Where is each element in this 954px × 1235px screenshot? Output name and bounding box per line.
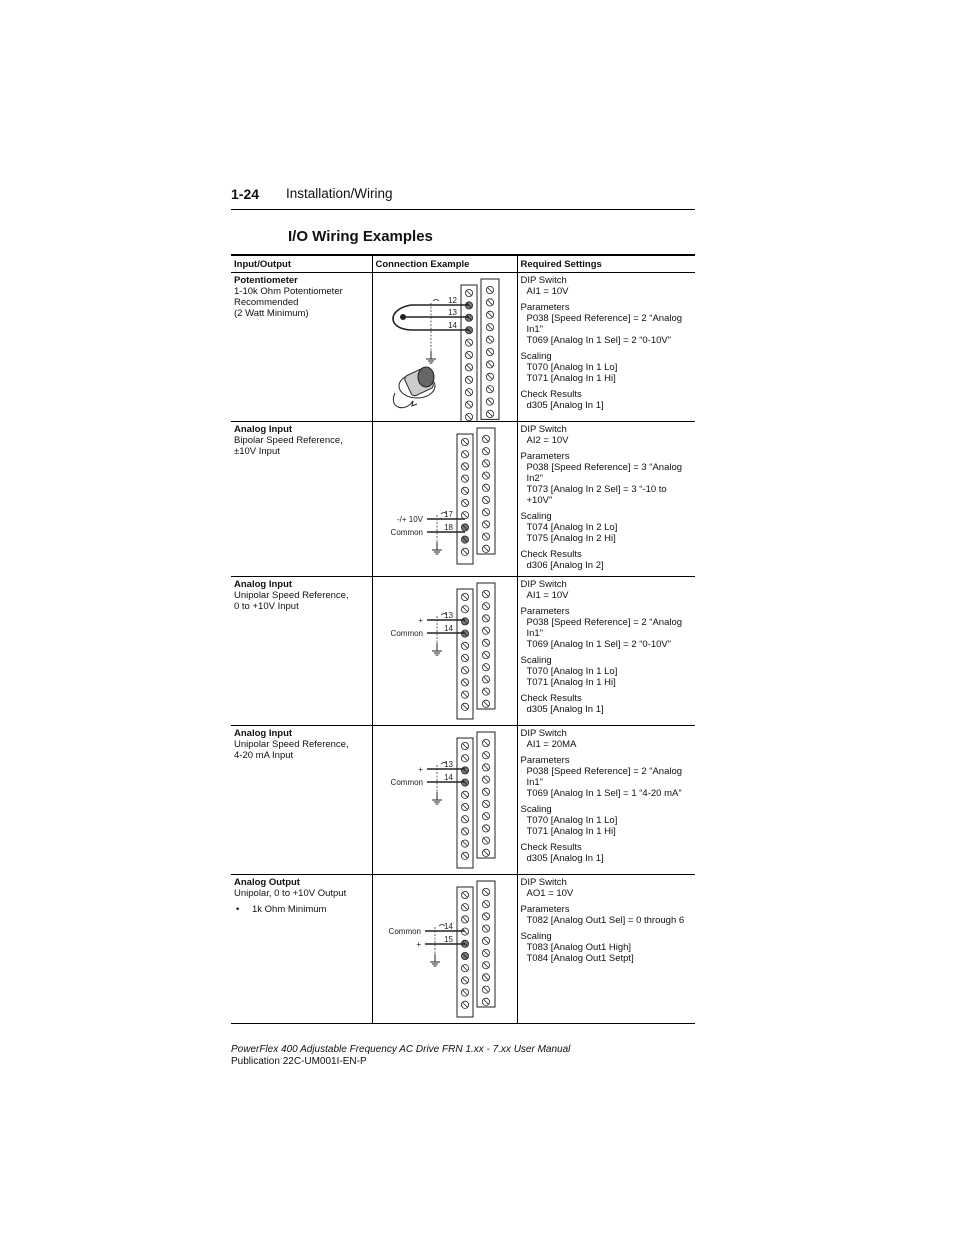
io-cell <box>231 273 372 422</box>
settings-item: AI1 = 20MA <box>526 739 577 750</box>
terminal-screw-icon <box>482 484 489 491</box>
terminal-screw-icon <box>461 803 468 810</box>
terminal-screw-icon <box>482 700 489 707</box>
settings-group <box>521 511 693 544</box>
settings-heading: Parameters <box>520 904 570 915</box>
settings-heading: DIP Switch <box>520 728 567 739</box>
terminal-screw-icon <box>482 949 489 956</box>
terminal-screw-icon <box>461 852 468 859</box>
terminal-screw-icon <box>461 904 468 911</box>
diagram-label: + <box>415 940 421 949</box>
connection-diagram-cell <box>372 577 517 726</box>
settings-item: d306 [Analog In 2] <box>526 560 604 571</box>
terminal-screw-icon <box>482 888 489 895</box>
settings-item: T074 [Analog In 2 Lo] <box>526 522 618 533</box>
connection-diagram-cell <box>372 726 517 875</box>
settings-group <box>521 606 693 650</box>
diagram-label: 14 <box>443 773 453 782</box>
settings-heading: DIP Switch <box>520 424 567 435</box>
diagram-label: Common <box>390 528 423 537</box>
settings-item: T070 [Analog In 1 Lo] <box>526 815 618 826</box>
terminal-screw-icon <box>461 487 468 494</box>
io-description-line: Recommended <box>234 297 299 308</box>
terminal-block <box>457 881 495 1017</box>
terminal-screw-icon <box>482 837 489 844</box>
diagram-label: 13 <box>447 308 457 317</box>
terminal-screw-icon <box>482 664 489 671</box>
settings-heading: DIP Switch <box>520 275 567 286</box>
terminal-screw-icon <box>461 840 468 847</box>
diagram-label: 15 <box>443 935 453 944</box>
terminal-screw-icon <box>465 339 472 346</box>
terminal-screw-icon <box>461 1001 468 1008</box>
terminal-screw-icon <box>482 448 489 455</box>
diagram-label: 12 <box>447 296 457 305</box>
settings-item: T083 [Analog Out1 High] <box>526 942 632 953</box>
terminal-screw-icon <box>482 590 489 597</box>
settings-group <box>521 655 693 688</box>
terminal-screw-icon <box>461 828 468 835</box>
settings-item: P038 [Speed Reference] = 2 “Analog In1” <box>526 617 683 639</box>
settings-heading: Check Results <box>520 842 582 853</box>
bullet-icon: • <box>236 904 240 915</box>
settings-group <box>521 389 693 411</box>
settings-item: T071 [Analog In 1 Hi] <box>526 826 616 837</box>
terminal-screw-icon <box>482 533 489 540</box>
settings-group <box>521 904 693 926</box>
terminal-screw-icon <box>461 755 468 762</box>
settings-item: T071 [Analog In 1 Hi] <box>526 373 616 384</box>
wired-terminal-icon <box>461 952 468 959</box>
diagram-label: + <box>417 616 423 625</box>
settings-item: T069 [Analog In 1 Sel] = 2 “0-10V” <box>526 335 671 346</box>
page-footer <box>231 1044 570 1068</box>
terminal-screw-icon <box>482 913 489 920</box>
settings-item: T082 [Analog Out1 Sel] = 0 through 6 <box>526 915 685 926</box>
terminal-screw-icon <box>461 463 468 470</box>
terminal-screw-icon <box>482 788 489 795</box>
settings-item: T069 [Analog In 1 Sel] = 1 “4-20 mA” <box>526 788 682 799</box>
settings-heading: Scaling <box>520 351 552 362</box>
io-description-line: 0 to +10V Input <box>234 601 299 612</box>
terminal-screw-icon <box>465 364 472 371</box>
io-description-line: Unipolar, 0 to +10V Output <box>234 888 347 899</box>
ground-icon <box>430 954 440 966</box>
terminal-screw-icon <box>486 324 493 331</box>
settings-item: T070 [Analog In 1 Lo] <box>526 362 618 373</box>
table-row <box>231 422 695 577</box>
section-name: Installation/Wiring <box>286 186 393 201</box>
terminal-screw-icon <box>486 386 493 393</box>
terminal-screw-icon <box>482 998 489 1005</box>
terminal-block <box>457 583 495 719</box>
settings-item: AI1 = 10V <box>526 286 569 297</box>
io-bullet <box>234 904 369 915</box>
settings-item: d305 [Analog In 1] <box>526 853 604 864</box>
terminal-screw-icon <box>482 776 489 783</box>
diagram-label: -/+ 10V <box>396 515 423 524</box>
terminal-screw-icon <box>486 286 493 293</box>
table-row <box>231 577 695 726</box>
terminal-screw-icon <box>482 974 489 981</box>
terminal-screw-icon <box>465 401 472 408</box>
io-title: Potentiometer <box>234 275 298 286</box>
settings-heading: Scaling <box>520 511 552 522</box>
wiring-diagram <box>373 726 518 874</box>
terminal-screw-icon <box>486 336 493 343</box>
io-cell <box>231 422 372 577</box>
terminal-screw-icon <box>486 361 493 368</box>
connection-diagram-cell <box>372 422 517 577</box>
terminal-screw-icon <box>482 986 489 993</box>
settings-heading: Parameters <box>520 451 570 462</box>
io-bullet-text: 1k Ohm Minimum <box>252 904 327 915</box>
terminal-screw-icon <box>482 813 489 820</box>
diagram-label: 14 <box>443 624 453 633</box>
settings-heading: Check Results <box>520 389 582 400</box>
table-row <box>231 273 695 422</box>
settings-group <box>521 579 693 601</box>
io-description-line: Unipolar Speed Reference, <box>234 739 349 750</box>
settings-group <box>521 804 693 837</box>
settings-group <box>521 424 693 446</box>
settings-heading: DIP Switch <box>520 579 567 590</box>
column-header-input-output: Input/Output <box>231 255 372 273</box>
settings-heading: Parameters <box>520 755 570 766</box>
column-header-required-settings: Required Settings <box>517 255 695 273</box>
terminal-screw-icon <box>482 603 489 610</box>
settings-group <box>521 275 693 297</box>
ground-icon <box>426 351 436 363</box>
publication-number: Publication 22C-UM001I-EN-P <box>231 1056 367 1067</box>
manual-title: PowerFlex 400 Adjustable Frequency AC Drive FRN 1.xx - 7.xx User Manual <box>231 1044 571 1055</box>
io-description-line: Bipolar Speed Reference, <box>234 435 343 446</box>
column-header-connection-example: Connection Example <box>372 255 517 273</box>
terminal-screw-icon <box>461 667 468 674</box>
connection-diagram-cell <box>372 875 517 1024</box>
diagram-label: 17 <box>443 510 453 519</box>
terminal-screw-icon <box>482 639 489 646</box>
settings-item: T069 [Analog In 1 Sel] = 2 “0-10V” <box>526 639 671 650</box>
settings-group <box>521 351 693 384</box>
settings-item: T071 [Analog In 1 Hi] <box>526 677 616 688</box>
settings-group <box>521 451 693 506</box>
terminal-screw-icon <box>482 651 489 658</box>
wired-terminal-icon <box>461 767 468 774</box>
shield-icon <box>433 300 439 302</box>
io-cell <box>231 875 372 1024</box>
io-title: Analog Input <box>234 728 293 739</box>
terminal-screw-icon <box>482 545 489 552</box>
settings-group <box>521 842 693 864</box>
terminal-screw-icon <box>461 816 468 823</box>
terminal-screw-icon <box>461 499 468 506</box>
wiper-node-icon <box>400 314 406 320</box>
terminal-screw-icon <box>482 825 489 832</box>
settings-item: AI1 = 10V <box>526 590 569 601</box>
wired-terminal-icon <box>461 618 468 625</box>
settings-heading: Scaling <box>520 655 552 666</box>
terminal-screw-icon <box>482 752 489 759</box>
terminal-screw-icon <box>482 849 489 856</box>
settings-group <box>521 877 693 899</box>
table-row <box>231 875 695 1024</box>
settings-heading: Scaling <box>520 931 552 942</box>
io-cell <box>231 577 372 726</box>
settings-group <box>521 755 693 799</box>
wiring-diagram <box>373 422 518 570</box>
terminal-screw-icon <box>461 606 468 613</box>
io-description-line: ±10V Input <box>234 446 280 457</box>
terminal-screw-icon <box>461 791 468 798</box>
terminal-screw-icon <box>461 654 468 661</box>
terminal-screw-icon <box>482 688 489 695</box>
io-cell <box>231 726 372 875</box>
terminal-screw-icon <box>486 311 493 318</box>
terminal-screw-icon <box>461 891 468 898</box>
terminal-screw-icon <box>461 679 468 686</box>
terminal-screw-icon <box>461 989 468 996</box>
settings-item: T084 [Analog Out1 Setpt] <box>526 953 634 964</box>
terminal-screw-icon <box>482 739 489 746</box>
diagram-label: 13 <box>443 760 453 769</box>
terminal-screw-icon <box>482 962 489 969</box>
wiring-diagram <box>373 875 518 1023</box>
terminal-screw-icon <box>465 376 472 383</box>
settings-item: d305 [Analog In 1] <box>526 400 604 411</box>
terminal-screw-icon <box>482 901 489 908</box>
table-header-row <box>231 255 695 273</box>
terminal-screw-icon <box>486 398 493 405</box>
settings-heading: Scaling <box>520 804 552 815</box>
settings-group <box>521 302 693 346</box>
terminal-screw-icon <box>461 475 468 482</box>
ground-icon <box>432 542 442 554</box>
page-number: 1-24 <box>231 186 260 202</box>
table-row <box>231 726 695 875</box>
required-settings-cell <box>517 726 695 875</box>
terminal-screw-icon <box>461 512 468 519</box>
diagram-label: 14 <box>447 321 457 330</box>
terminal-screw-icon <box>482 521 489 528</box>
settings-item: P038 [Speed Reference] = 2 “Analog In1” <box>526 766 683 788</box>
terminal-screw-icon <box>482 496 489 503</box>
terminal-screw-icon <box>461 691 468 698</box>
terminal-screw-icon <box>461 703 468 710</box>
settings-heading: DIP Switch <box>520 877 567 888</box>
ground-icon <box>432 643 442 655</box>
terminal-screw-icon <box>482 937 489 944</box>
terminal-screw-icon <box>486 299 493 306</box>
settings-item: P038 [Speed Reference] = 3 “Analog In2” <box>526 462 683 484</box>
io-description-line: Unipolar Speed Reference, <box>234 590 349 601</box>
terminal-screw-icon <box>482 764 489 771</box>
terminal-screw-icon <box>482 615 489 622</box>
terminal-screw-icon <box>461 965 468 972</box>
wiring-diagram <box>373 577 518 725</box>
terminal-screw-icon <box>482 800 489 807</box>
settings-item: T075 [Analog In 2 Hi] <box>526 533 616 544</box>
wired-terminal-icon <box>461 524 468 531</box>
terminal-screw-icon <box>482 460 489 467</box>
diagram-label: Common <box>390 629 423 638</box>
terminal-screw-icon <box>461 642 468 649</box>
settings-item: AI2 = 10V <box>526 435 569 446</box>
terminal-screw-icon <box>465 389 472 396</box>
terminal-screw-icon <box>465 351 472 358</box>
terminal-screw-icon <box>461 977 468 984</box>
terminal-screw-icon <box>465 289 472 296</box>
io-description-line: 1-10k Ohm Potentiometer <box>234 286 343 297</box>
settings-item: T073 [Analog In 2 Sel] = 3 “-10 to +10V” <box>526 484 667 506</box>
diagram-label: 14 <box>443 922 453 931</box>
settings-heading: Parameters <box>520 606 570 617</box>
terminal-block <box>457 428 495 564</box>
diagram-label: 13 <box>443 611 453 620</box>
terminal-screw-icon <box>461 916 468 923</box>
diagram-label: + <box>417 765 423 774</box>
page-header <box>231 185 695 210</box>
settings-item: P038 [Speed Reference] = 2 “Analog In1” <box>526 313 683 335</box>
required-settings-cell <box>517 273 695 422</box>
ground-icon <box>432 792 442 804</box>
required-settings-cell <box>517 875 695 1024</box>
section-title: I/O Wiring Examples <box>288 228 433 245</box>
terminal-screw-icon <box>461 593 468 600</box>
diagram-label: Common <box>388 927 421 936</box>
terminal-screw-icon <box>482 472 489 479</box>
io-description-line: (2 Watt Minimum) <box>234 308 309 319</box>
settings-group <box>521 931 693 964</box>
wired-terminal-icon <box>461 536 468 543</box>
diagram-label: 18 <box>443 523 453 532</box>
terminal-screw-icon <box>461 548 468 555</box>
io-wiring-table <box>231 254 695 1024</box>
terminal-screw-icon <box>482 925 489 932</box>
settings-item: d305 [Analog In 1] <box>526 704 604 715</box>
terminal-screw-icon <box>461 451 468 458</box>
settings-heading: Check Results <box>520 693 582 704</box>
settings-item: AO1 = 10V <box>526 888 574 899</box>
terminal-screw-icon <box>482 627 489 634</box>
required-settings-cell <box>517 577 695 726</box>
terminal-screw-icon <box>482 509 489 516</box>
terminal-screw-icon <box>486 410 493 417</box>
terminal-screw-icon <box>486 373 493 380</box>
terminal-screw-icon <box>461 742 468 749</box>
terminal-screw-icon <box>486 348 493 355</box>
settings-heading: Check Results <box>520 549 582 560</box>
wiring-diagram <box>373 273 518 421</box>
terminal-screw-icon <box>482 435 489 442</box>
settings-group <box>521 693 693 715</box>
terminal-block <box>457 732 495 868</box>
io-title: Analog Output <box>234 877 300 888</box>
required-settings-cell <box>517 422 695 577</box>
settings-heading: Parameters <box>520 302 570 313</box>
settings-group <box>521 728 693 750</box>
terminal-screw-icon <box>461 438 468 445</box>
terminal-screw-icon <box>482 676 489 683</box>
settings-item: T070 [Analog In 1 Lo] <box>526 666 618 677</box>
settings-group <box>521 549 693 571</box>
io-title: Analog Input <box>234 424 293 435</box>
io-title: Analog Input <box>234 579 293 590</box>
potentiometer-icon <box>393 367 435 408</box>
connection-diagram-cell <box>372 273 517 422</box>
diagram-label: Common <box>390 778 423 787</box>
io-description-line: 4-20 mA Input <box>234 750 294 761</box>
terminal-screw-icon <box>465 413 472 420</box>
